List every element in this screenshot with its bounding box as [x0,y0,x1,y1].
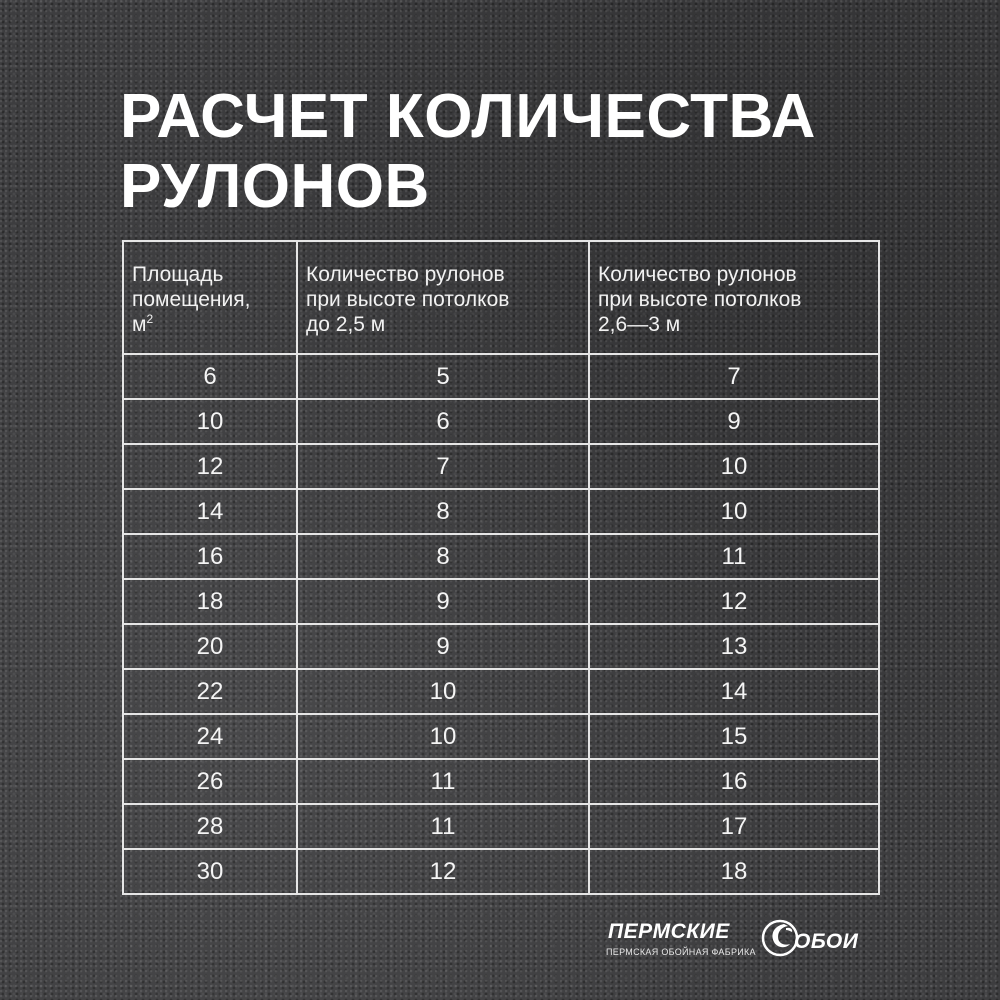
cell-rolls-low: 12 [297,849,589,894]
logo-subtitle: ПЕРМСКАЯ ОБОЙНАЯ ФАБРИКА [606,947,756,957]
cell-rolls-high: 10 [589,489,879,534]
header-area-line-1: Площадь [132,263,224,286]
header-rolls-low-line-2: при высоте потолков [306,288,510,311]
header-area-line-2: помещения, [132,288,251,311]
cell-area: 28 [123,804,297,849]
table-row [123,669,879,714]
cell-rolls-low: 11 [297,759,589,804]
table-row [123,534,879,579]
header-area-unit: м [132,313,147,336]
cell-rolls-low: 8 [297,489,589,534]
cell-rolls-high: 15 [589,714,879,759]
cell-rolls-low: 6 [297,399,589,444]
table-row [123,579,879,624]
header-area-unit-sup: 2 [146,312,154,326]
cell-area: 6 [123,354,297,399]
table-row [123,804,879,849]
cell-rolls-high: 11 [589,534,879,579]
cell-rolls-high: 18 [589,849,879,894]
cell-area: 26 [123,759,297,804]
header-rolls-high-line-1: Количество рулонов [598,263,797,286]
logo-word-2: ОБОИ [794,930,859,953]
table-header-row [123,241,879,354]
table-body [123,354,879,894]
cell-area: 10 [123,399,297,444]
cell-rolls-low: 10 [297,669,589,714]
cell-area: 30 [123,849,297,894]
rolls-table [122,240,880,895]
table-row [123,714,879,759]
cell-rolls-high: 10 [589,444,879,489]
cell-rolls-high: 13 [589,624,879,669]
cell-rolls-low: 9 [297,579,589,624]
table-row [123,489,879,534]
cell-rolls-low: 11 [297,804,589,849]
header-rolls-high [589,241,879,354]
cell-area: 14 [123,489,297,534]
cell-area: 24 [123,714,297,759]
cell-rolls-high: 17 [589,804,879,849]
table-row [123,624,879,669]
title-line-2: РУЛОНОВ [120,152,430,221]
header-rolls-low-line-3: до 2,5 м [306,313,386,336]
cell-area: 12 [123,444,297,489]
table-row [123,399,879,444]
header-rolls-low-line-1: Количество рулонов [306,263,505,286]
page-title [120,82,940,222]
header-rolls-high-line-2: при высоте потолков [598,288,802,311]
cell-rolls-high: 14 [589,669,879,714]
cell-area: 22 [123,669,297,714]
cell-rolls-high: 7 [589,354,879,399]
cell-area: 18 [123,579,297,624]
table-row [123,849,879,894]
cell-rolls-low: 10 [297,714,589,759]
cell-rolls-low: 9 [297,624,589,669]
logo-word-1: ПЕРМСКИЕ [608,920,730,943]
table-row [123,354,879,399]
table-row [123,759,879,804]
header-rolls-low [297,241,589,354]
cell-rolls-low: 5 [297,354,589,399]
brand-logo [600,912,900,972]
title-line-1: РАСЧЕТ КОЛИЧЕСТВА [120,82,816,151]
header-area [123,241,297,354]
cell-area: 16 [123,534,297,579]
cell-rolls-high: 16 [589,759,879,804]
table-row [123,444,879,489]
cell-rolls-low: 7 [297,444,589,489]
cell-rolls-low: 8 [297,534,589,579]
cell-area: 20 [123,624,297,669]
cell-rolls-high: 12 [589,579,879,624]
cell-rolls-high: 9 [589,399,879,444]
header-rolls-high-line-3: 2,6—3 м [598,313,681,336]
